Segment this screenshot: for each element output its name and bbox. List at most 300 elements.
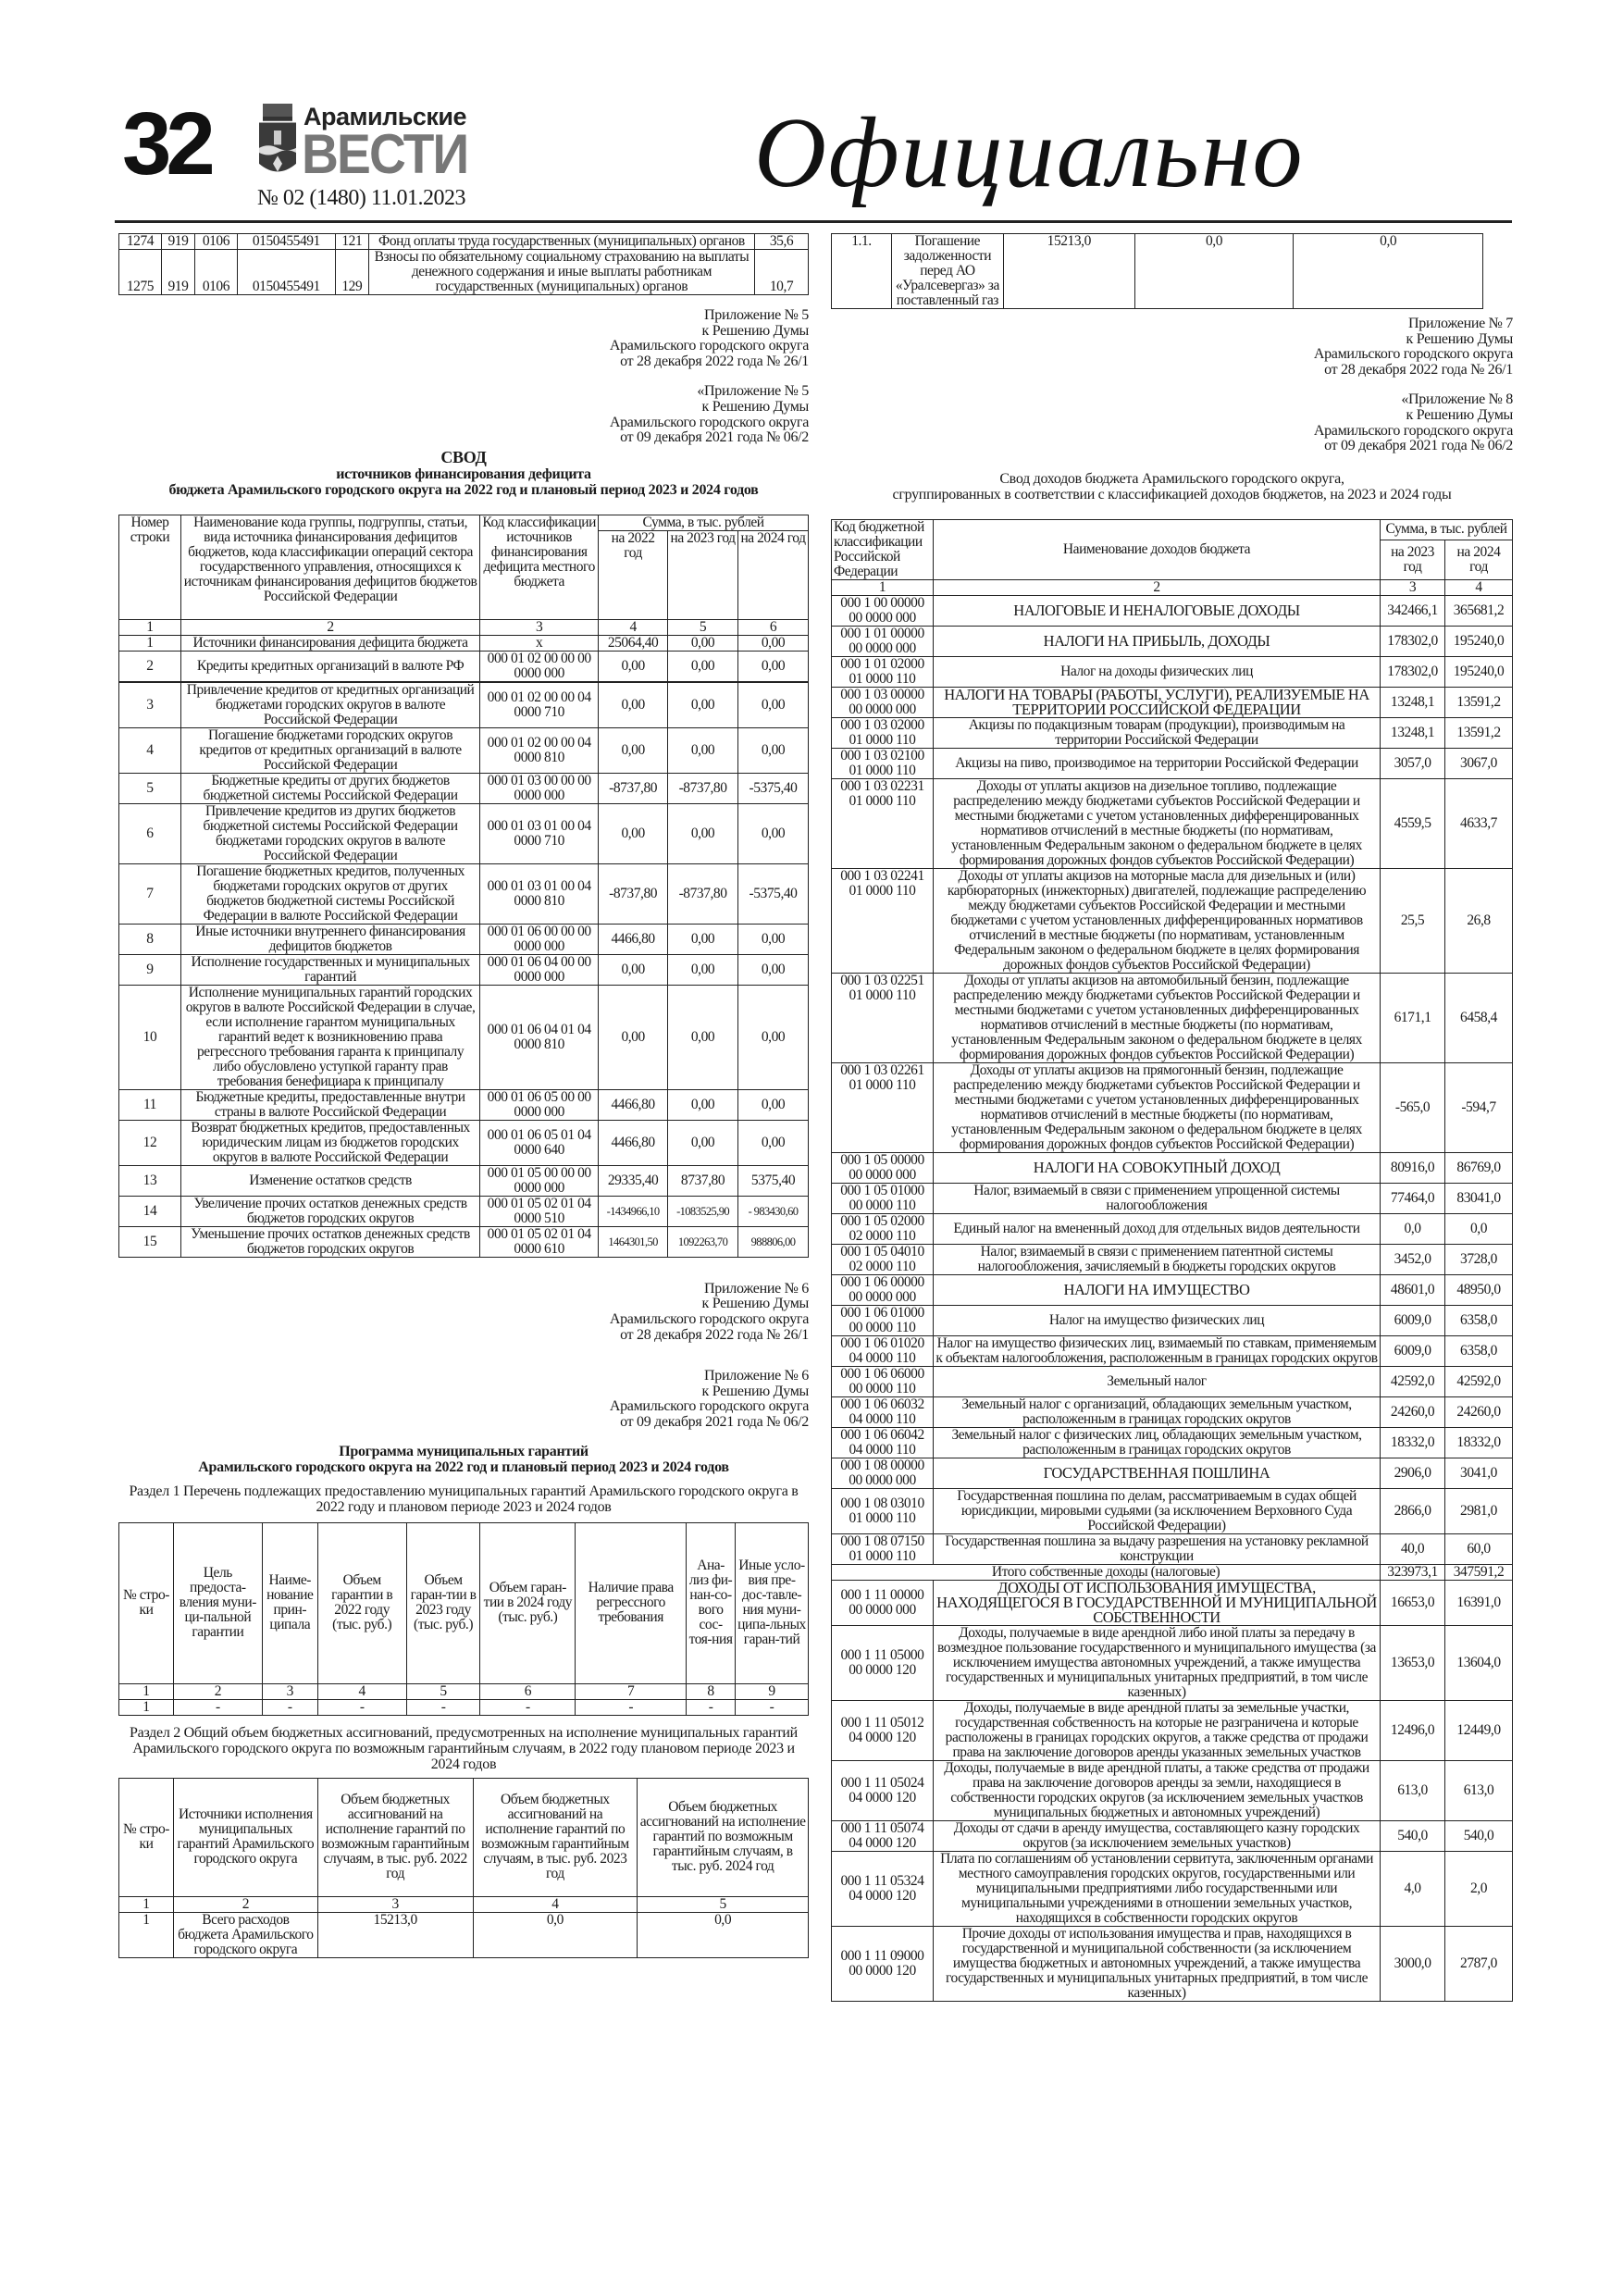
table-row bbox=[119, 1683, 809, 1699]
amount-2022: 0,00 bbox=[599, 727, 668, 773]
appendix-5-old-reference bbox=[118, 384, 809, 445]
amount-2024: 0,00 bbox=[738, 924, 809, 954]
income-name: Налог на имущество физических лиц bbox=[933, 1305, 1380, 1335]
deficit-title-block bbox=[118, 448, 809, 498]
table-row bbox=[119, 803, 809, 863]
income-name: Доходы от уплаты акцизов на автомобильный бензин, подлежащие распределению между бюджетами субъектов Российской Федерации и местными бюджетами с учетом установленных дифференцированных нормативов отчислений в местные бюджеты (по нормативам, установленным Федеральным законом о федеральном бюджете в целях формирования дорожных фондов субъектов Российской Федерации) bbox=[933, 973, 1380, 1062]
table-row bbox=[119, 1778, 809, 1896]
budget-code: 000 1 06 01000 00 0000 110 bbox=[832, 1305, 934, 1335]
classification-code: 000 01 02 00 00 04 0000 810 bbox=[480, 727, 599, 773]
table-row bbox=[832, 234, 1483, 309]
table-cell: 15213,0 bbox=[317, 1912, 473, 1957]
amount-2024: 3041,0 bbox=[1445, 1458, 1513, 1488]
row-number: 8 bbox=[119, 924, 181, 954]
appendix-line: «Приложение № 8 bbox=[1401, 391, 1513, 408]
table-row bbox=[119, 1089, 809, 1120]
amount-2024: 2981,0 bbox=[1445, 1488, 1513, 1533]
col-header-name: Наименование доходов бюджета bbox=[933, 519, 1380, 579]
amount-2024: 86769,0 bbox=[1445, 1152, 1513, 1183]
section-title: Официально bbox=[754, 98, 1305, 208]
appendix-line: Арамильского городского округа bbox=[609, 414, 809, 430]
income-table bbox=[831, 519, 1513, 2002]
amount-2024: -5375,40 bbox=[738, 773, 809, 803]
row-number: 1 bbox=[119, 635, 181, 651]
amount-2022: 29335,40 bbox=[599, 1165, 668, 1196]
amount-2024: 5375,40 bbox=[738, 1165, 809, 1196]
table-cell: 1.1. bbox=[832, 234, 892, 309]
table-cell: - bbox=[576, 1699, 687, 1715]
page-number: 32 bbox=[122, 94, 210, 193]
newspaper-name-top: Арамильские bbox=[304, 103, 466, 130]
target-code: 0150455491 bbox=[237, 234, 335, 250]
column-number: 2 bbox=[173, 1683, 262, 1699]
col-header: Объем бюджетных ассигнований на исполнение гарантий по возможным гарантийным случаям, в тыс. руб. 2023 год bbox=[473, 1778, 638, 1896]
income-name: Налог на имущество физических лиц, взимаемый по ставкам, применяемым к объектам налогообложения, расположенным в границах городских округов bbox=[933, 1335, 1380, 1366]
expense-type: 121 bbox=[335, 234, 368, 250]
issue-info: № 02 (1480) 11.01.2023 bbox=[257, 186, 465, 210]
income-name: Налог, взимаемый в связи с применением упрощенной системы налогообложения bbox=[933, 1183, 1380, 1213]
table-cell: 0,0 bbox=[473, 1912, 638, 1957]
amount-2023: 77464,0 bbox=[1381, 1183, 1445, 1213]
column-number: 1 bbox=[119, 619, 181, 635]
amount-2023: 40,0 bbox=[1381, 1533, 1445, 1564]
guarantees-title: Программа муниципальных гарантий bbox=[339, 1443, 588, 1459]
budget-code: 000 1 00 00000 00 0000 000 bbox=[832, 595, 934, 626]
income-name: Плата по соглашениям об установлении сервитута, заключенным органами местного самоуправления городских округов, государственными или муниципальными предприятиями либо государственными или муниципальными учреждениями в отношении земельных участков, находящихся в собственности городских округов bbox=[933, 1851, 1380, 1926]
appendix-6-old-reference bbox=[118, 1369, 809, 1430]
classification-code: 000 01 03 01 00 04 0000 710 bbox=[480, 803, 599, 863]
table-row bbox=[832, 1580, 1513, 1625]
budget-code: 000 1 08 03010 01 0000 110 bbox=[832, 1488, 934, 1533]
amount-2024: 0,00 bbox=[738, 954, 809, 985]
table-row bbox=[832, 1625, 1513, 1700]
amount-2023: 6009,0 bbox=[1381, 1335, 1445, 1366]
column-number: 5 bbox=[638, 1896, 809, 1912]
table-row bbox=[832, 1366, 1513, 1396]
budget-code: 000 1 06 06000 00 0000 110 bbox=[832, 1366, 934, 1396]
amount-2024: 0,00 bbox=[738, 985, 809, 1089]
income-name: НАЛОГИ НА ИМУЩЕСТВО bbox=[933, 1274, 1380, 1305]
income-name: Государственная пошлина по делам, рассматриваемым в судах общей юрисдикции, мировыми судьями (за исключением Верховного Суда Российской Федерации) bbox=[933, 1488, 1380, 1533]
income-title: Свод доходов бюджета Арамильского городского округа, bbox=[999, 470, 1344, 487]
appendix-line: Арамильского городского округа bbox=[1313, 422, 1513, 439]
classification-code: 000 01 03 01 00 04 0000 810 bbox=[480, 863, 599, 924]
amount-2024: 24260,0 bbox=[1445, 1396, 1513, 1427]
amount-2023: 0,00 bbox=[668, 1089, 738, 1120]
column-number: 6 bbox=[480, 1683, 576, 1699]
row-number: 13 bbox=[119, 1165, 181, 1196]
column-number: 3 bbox=[317, 1896, 473, 1912]
col-header: № стро-ки bbox=[119, 1778, 174, 1896]
col-header-code: Код классификации источников финансирования дефицита местного бюджета bbox=[480, 515, 599, 619]
amount-2023: 25,5 bbox=[1381, 868, 1445, 973]
appendix-line: к Решению Думы bbox=[701, 1296, 809, 1312]
column-number: 2 bbox=[173, 1896, 317, 1912]
table-row bbox=[832, 1488, 1513, 1533]
col-header-name: Наименование кода группы, подгруппы, статьи, вида источника финансирования дефицитов бюджетов, кода классификации операций сектора государственного управления, относящихся к источникам финансирования дефицитов бюджетов Российской Федерации bbox=[180, 515, 479, 619]
amount-2022: 25064,40 bbox=[599, 635, 668, 651]
ministry-code: 919 bbox=[161, 234, 194, 250]
amount-2024: 12449,0 bbox=[1445, 1700, 1513, 1760]
budget-code: 000 1 11 09000 00 0000 120 bbox=[832, 1926, 934, 2001]
table-row bbox=[832, 1062, 1513, 1152]
source-name: Погашение бюджетных кредитов, полученных бюджетами городских округов от других бюджетов бюджетной системы Российской Федерации в валюте Российской Федерации bbox=[180, 863, 479, 924]
table-row bbox=[832, 778, 1513, 868]
appendix-5-new-reference bbox=[118, 308, 809, 369]
table-row bbox=[832, 717, 1513, 748]
column-number: 8 bbox=[687, 1683, 736, 1699]
table-row bbox=[832, 1213, 1513, 1244]
amount-2024: 42592,0 bbox=[1445, 1366, 1513, 1396]
source-name: Кредиты кредитных организаций в валюте РФ bbox=[180, 651, 479, 682]
col-header-2023: на 2023 год bbox=[668, 530, 738, 619]
table-cell: 0,0 bbox=[638, 1912, 809, 1957]
table-row bbox=[832, 656, 1513, 687]
appendix-line: «Приложение № 5 bbox=[697, 383, 809, 400]
income-name: НАЛОГИ НА ТОВАРЫ (РАБОТЫ, УСЛУГИ), РЕАЛИЗУЕМЫЕ НА ТЕРРИТОРИИ РОССИЙСКОЙ ФЕДЕРАЦИИ bbox=[933, 687, 1380, 717]
column-number: 3 bbox=[262, 1683, 317, 1699]
col-header-2024: на 2024 год bbox=[738, 530, 809, 619]
amount-2024: 2787,0 bbox=[1445, 1926, 1513, 2001]
row-number: 10 bbox=[119, 985, 181, 1089]
classification-code: 000 01 05 00 00 00 0000 000 bbox=[480, 1165, 599, 1196]
col-header: Наиме-нование прин-ципала bbox=[262, 1522, 317, 1683]
amount-2024: 365681,2 bbox=[1445, 595, 1513, 626]
amount-2024: 195240,0 bbox=[1445, 626, 1513, 656]
income-name: Акцизы на пиво, производимое на территории Российской Федерации bbox=[933, 748, 1380, 778]
column-number: 6 bbox=[738, 619, 809, 635]
amount-2024: 83041,0 bbox=[1445, 1183, 1513, 1213]
table-row bbox=[832, 1152, 1513, 1183]
amount-2022: -8737,80 bbox=[599, 773, 668, 803]
row-number: 1275 bbox=[119, 250, 162, 295]
classification-code: 000 01 06 05 00 00 0000 000 bbox=[480, 1089, 599, 1120]
row-number: 6 bbox=[119, 803, 181, 863]
source-name: Иные источники внутреннего финансирования дефицитов бюджетов bbox=[180, 924, 479, 954]
budget-code: 000 1 03 02251 01 0000 110 bbox=[832, 973, 934, 1062]
budget-code: 000 1 01 00000 00 0000 000 bbox=[832, 626, 934, 656]
budget-code: 000 1 11 05000 00 0000 120 bbox=[832, 1625, 934, 1700]
classification-code: 000 01 06 05 01 04 0000 640 bbox=[480, 1120, 599, 1165]
amount-2023: 0,00 bbox=[668, 954, 738, 985]
table-row bbox=[832, 1396, 1513, 1427]
column-number: 5 bbox=[406, 1683, 480, 1699]
income-name: ДОХОДЫ ОТ ИСПОЛЬЗОВАНИЯ ИМУЩЕСТВА, НАХОДЯЩЕГОСЯ В ГОСУДАРСТВЕННОЙ И МУНИЦИПАЛЬНОЙ СОБСТВЕННОСТИ bbox=[933, 1580, 1380, 1625]
table-cell: - bbox=[736, 1699, 809, 1715]
amount-2023: 6009,0 bbox=[1381, 1305, 1445, 1335]
table-row bbox=[119, 635, 809, 651]
budget-code: 000 1 05 04010 02 0000 110 bbox=[832, 1244, 934, 1274]
amount-2023: 3057,0 bbox=[1381, 748, 1445, 778]
amount-2024: 4633,7 bbox=[1445, 778, 1513, 868]
table-row bbox=[832, 1335, 1513, 1366]
row-number: 4 bbox=[119, 727, 181, 773]
section-1-caption: Раздел 1 Перечень подлежащих предоставлению муниципальных гарантий Арамильского городского округа в 2022 году и плановом периоде 2023 и 2024 годов bbox=[129, 1483, 799, 1515]
budget-code: 000 1 11 05324 04 0000 120 bbox=[832, 1851, 934, 1926]
target-code: 0150455491 bbox=[237, 250, 335, 295]
source-name: Возврат бюджетных кредитов, предоставленных юридическим лицам из бюджетов городских округов в валюте Российской Федерации bbox=[180, 1120, 479, 1165]
amount-2023: 80916,0 bbox=[1381, 1152, 1445, 1183]
classification-code: 000 01 03 00 00 00 0000 000 bbox=[480, 773, 599, 803]
budget-code: 000 1 06 00000 00 0000 000 bbox=[832, 1274, 934, 1305]
table-row bbox=[832, 1427, 1513, 1458]
amount-2023: -8737,80 bbox=[668, 863, 738, 924]
col-header: Наличие права регрессного требования bbox=[576, 1522, 687, 1683]
amount-2024: 6358,0 bbox=[1445, 1335, 1513, 1366]
amount-2024: -594,7 bbox=[1445, 1062, 1513, 1152]
amount-2023: 18332,0 bbox=[1381, 1427, 1445, 1458]
appendix-line: Арамильского городского округа bbox=[609, 338, 809, 354]
budget-code: 000 1 11 05024 04 0000 120 bbox=[832, 1760, 934, 1820]
table-cell: 1 bbox=[119, 1699, 174, 1715]
amount-2023: 13248,1 bbox=[1381, 717, 1445, 748]
table-row bbox=[832, 1926, 1513, 2001]
amount-2022: 0,00 bbox=[599, 682, 668, 728]
appendix-line: Приложение № 7 bbox=[1408, 316, 1513, 331]
table-row bbox=[119, 1120, 809, 1165]
income-title-block bbox=[831, 471, 1513, 503]
amount-2022: 0,00 bbox=[599, 985, 668, 1089]
table-row bbox=[119, 250, 809, 295]
row-number: 7 bbox=[119, 863, 181, 924]
appendix-line: от 09 декабря 2021 года № 06/2 bbox=[1324, 438, 1513, 454]
col-header: Объем бюджетных ассигнований на исполнение гарантий по возможным гарантийным случаям, в тыс. руб. 2024 год bbox=[638, 1778, 809, 1896]
amount-2023: 0,00 bbox=[668, 803, 738, 863]
amount-2023: 0,00 bbox=[668, 727, 738, 773]
income-name: Земельный налог bbox=[933, 1366, 1380, 1396]
source-name: Исполнение государственных и муниципальных гарантий bbox=[180, 954, 479, 985]
source-name: Бюджетные кредиты, предоставленные внутри страны в валюте Российской Федерации bbox=[180, 1089, 479, 1120]
budget-expense-fragment-table bbox=[118, 233, 809, 295]
col-header: Цель предоста-вления муни-ци-пальной гарантии bbox=[173, 1522, 262, 1683]
amount-2023: 540,0 bbox=[1381, 1820, 1445, 1851]
appendix-line: от 09 декабря 2021 года № 06/2 bbox=[620, 1413, 809, 1430]
amount-2024: - 983430,60 bbox=[738, 1196, 809, 1226]
amount-2024: 0,00 bbox=[738, 651, 809, 682]
classification-code: 000 01 06 04 01 04 0000 810 bbox=[480, 985, 599, 1089]
amount-2024: 988806,00 bbox=[738, 1226, 809, 1257]
col-header-number: Номер строки bbox=[119, 515, 181, 619]
amount-2023: 6171,1 bbox=[1381, 973, 1445, 1062]
item-name: Фонд оплаты труда государственных (муниципальных) органов bbox=[368, 234, 754, 250]
income-name: Земельный налог с организаций, обладающих земельным участком, расположенным в границах городских округов bbox=[933, 1396, 1380, 1427]
amount-2023: 12496,0 bbox=[1381, 1700, 1445, 1760]
amount-2022: 0,00 bbox=[599, 803, 668, 863]
appendix-line: Арамильского городского округа bbox=[609, 1310, 809, 1327]
col-header: Объем гаран-тии в 2023 году (тыс. руб.) bbox=[406, 1522, 480, 1683]
budget-code: 000 1 06 06042 04 0000 110 bbox=[832, 1427, 934, 1458]
amount-2024: 0,00 bbox=[738, 1089, 809, 1120]
budget-code: 000 1 08 00000 00 0000 000 bbox=[832, 1458, 934, 1488]
table-row bbox=[119, 727, 809, 773]
column-number: 4 bbox=[1445, 579, 1513, 595]
amount-2023: 42592,0 bbox=[1381, 1366, 1445, 1396]
budget-code: 000 1 06 01020 04 0000 110 bbox=[832, 1335, 934, 1366]
column-number: 5 bbox=[668, 619, 738, 635]
income-name: Доходы от сдачи в аренду имущества, составляющего казну городских округов (за исключением земельных участков) bbox=[933, 1820, 1380, 1851]
amount-2024: 540,0 bbox=[1445, 1820, 1513, 1851]
table-row bbox=[832, 1820, 1513, 1851]
table-cell: - bbox=[262, 1699, 317, 1715]
classification-code: 000 01 05 02 01 04 0000 510 bbox=[480, 1196, 599, 1226]
budget-code: 000 1 03 00000 00 0000 000 bbox=[832, 687, 934, 717]
deficit-subtitle: бюджета Арамильского городского округа на 2022 год и плановый период 2023 и 2024 годов bbox=[168, 481, 759, 498]
table-row bbox=[832, 1244, 1513, 1274]
row-number: 5 bbox=[119, 773, 181, 803]
income-name: Единый налог на вмененный доход для отдельных видов деятельности bbox=[933, 1213, 1380, 1244]
amount-2023: 3000,0 bbox=[1381, 1926, 1445, 2001]
table-row bbox=[832, 1700, 1513, 1760]
appendix-7-reference bbox=[831, 316, 1513, 378]
section-2-caption: Раздел 2 Общий объем бюджетных ассигнований, предусмотренных на исполнение муниципальных гарантий Арамильского городского округа по возможным гарантийным случаям, в 2022 году плановом периоде 2023 и 2024 годов bbox=[130, 1724, 798, 1772]
col-header-2024: на 2024 год bbox=[1445, 540, 1513, 579]
amount-2022: 0,00 bbox=[599, 954, 668, 985]
column-number: 3 bbox=[1381, 579, 1445, 595]
table-cell: - bbox=[480, 1699, 576, 1715]
deficit-sources-table bbox=[118, 515, 809, 1258]
source-name: Увеличение прочих остатков денежных средств бюджетов городских округов bbox=[180, 1196, 479, 1226]
expense-type: 129 bbox=[335, 250, 368, 295]
table-row bbox=[119, 1699, 809, 1715]
table-row bbox=[832, 595, 1513, 626]
amount-2022: -8737,80 bbox=[599, 863, 668, 924]
amount-2023: -1083525,90 bbox=[668, 1196, 738, 1226]
budget-code: 000 1 06 06032 04 0000 110 bbox=[832, 1396, 934, 1427]
classification-code: 000 01 06 00 00 00 0000 000 bbox=[480, 924, 599, 954]
source-name: Изменение остатков средств bbox=[180, 1165, 479, 1196]
source-name: Уменьшение прочих остатков денежных средств бюджетов городских округов bbox=[180, 1226, 479, 1257]
amount-2023: 0,00 bbox=[668, 924, 738, 954]
appendix-6-new-reference bbox=[118, 1282, 809, 1343]
table-row bbox=[119, 1165, 809, 1196]
table-row bbox=[832, 748, 1513, 778]
section-code: 0106 bbox=[194, 234, 237, 250]
guarantees-allocations-table bbox=[118, 1778, 809, 1958]
appendix-line: Арамильского городского округа bbox=[1313, 346, 1513, 363]
column-number: 7 bbox=[576, 1683, 687, 1699]
col-header-code: Код бюджетной классификации Российской Федерации bbox=[832, 519, 934, 579]
column-number: 1 bbox=[119, 1683, 174, 1699]
amount-2024: 2,0 bbox=[1445, 1851, 1513, 1926]
column-number: 9 bbox=[736, 1683, 809, 1699]
income-name: ГОСУДАРСТВЕННАЯ ПОШЛИНА bbox=[933, 1458, 1380, 1488]
source-name: Привлечение кредитов из других бюджетов бюджетной системы Российской Федерации бюджетами городских округов в валюте Российской Федерации bbox=[180, 803, 479, 863]
table-cell: 0,0 bbox=[1134, 234, 1294, 309]
amount-2024: 13591,2 bbox=[1445, 717, 1513, 748]
col-header-2023: на 2023 год bbox=[1381, 540, 1445, 579]
income-name: Акцизы по подакцизным товарам (продукции), производимым на территории Российской Федерации bbox=[933, 717, 1380, 748]
table-cell: 15213,0 bbox=[1003, 234, 1134, 309]
appendix-line: Приложение № 5 bbox=[704, 307, 809, 323]
budget-code: 000 1 11 00000 00 0000 000 bbox=[832, 1580, 934, 1625]
income-name: Налог, взимаемый в связи с применением патентной системы налогообложения, зачисляемый в бюджеты городских округов bbox=[933, 1244, 1380, 1274]
table-row bbox=[832, 1851, 1513, 1926]
amount-2023: 13653,0 bbox=[1381, 1625, 1445, 1700]
amount-2023: 4,0 bbox=[1381, 1851, 1445, 1926]
income-name: Доходы, получаемые в виде арендной платы, а также средства от продажи права на заключение договоров аренды за земли, находящиеся в собственности городских округов (за исключением земельных участков муниципальных бюджетных и автономных учреждений) bbox=[933, 1760, 1380, 1820]
column-number: 2 bbox=[180, 619, 479, 635]
column-number: 4 bbox=[473, 1896, 638, 1912]
amount-2024: 18332,0 bbox=[1445, 1427, 1513, 1458]
row-number: 12 bbox=[119, 1120, 181, 1165]
amount-2024: 13591,2 bbox=[1445, 687, 1513, 717]
budget-code: 000 1 03 02231 01 0000 110 bbox=[832, 778, 934, 868]
appendix-line: к Решению Думы bbox=[701, 398, 809, 415]
appendix-line: от 28 декабря 2022 года № 26/1 bbox=[1324, 361, 1513, 378]
table-row bbox=[119, 619, 809, 635]
amount-2023: 0,00 bbox=[668, 651, 738, 682]
appendix-line: к Решению Думы bbox=[1406, 406, 1513, 423]
table-row bbox=[832, 626, 1513, 656]
amount-2024: 613,0 bbox=[1445, 1760, 1513, 1820]
income-name: НАЛОГИ НА СОВОКУПНЫЙ ДОХОД bbox=[933, 1152, 1380, 1183]
amount-2022: 4466,80 bbox=[599, 1120, 668, 1165]
table-cell: - bbox=[687, 1699, 736, 1715]
item-name: Взносы по обязательному социальному страхованию на выплаты денежного содержания и иные выплаты работникам государственных (муниципальных) органов bbox=[368, 250, 754, 295]
amount-2023: -8737,80 bbox=[668, 773, 738, 803]
column-number: 3 bbox=[480, 619, 599, 635]
col-header: № стро-ки bbox=[119, 1522, 174, 1683]
deficit-subtitle: источников финансирования дефицита bbox=[336, 465, 591, 482]
col-header: Объем бюджетных ассигнований на исполнение гарантий по возможным гарантийным случаям, в тыс. руб. 2022 год bbox=[317, 1778, 473, 1896]
amount: 35,6 bbox=[755, 234, 809, 250]
amount-2022: 4466,80 bbox=[599, 924, 668, 954]
amount-2023: 2866,0 bbox=[1381, 1488, 1445, 1533]
table-row bbox=[832, 579, 1513, 595]
table-row bbox=[832, 687, 1513, 717]
amount-2024: 195240,0 bbox=[1445, 656, 1513, 687]
amount-2024: 26,8 bbox=[1445, 868, 1513, 973]
table-row bbox=[832, 1183, 1513, 1213]
table-row bbox=[119, 1226, 809, 1257]
table-row bbox=[119, 1896, 809, 1912]
col-header: Иные усло-вия пре-дос-тавле-ния муни-ципа-льных гаран-тий bbox=[736, 1522, 809, 1683]
appendix-line: от 28 декабря 2022 года № 26/1 bbox=[620, 353, 809, 369]
appendix-line: Приложение № 6 bbox=[704, 1280, 809, 1297]
income-name: Доходы от уплаты акцизов на дизельное топливо, подлежащие распределению между бюджетами субъектов Российской Федерации и местными бюджетами с учетом установленных дифференцированных нормативов отчислений в местные бюджеты (по нормативам, установленным Федеральным законом о федеральном бюджете в целях формирования дорожных фондов субъектов Российской Федерации) bbox=[933, 778, 1380, 868]
amount-2024: 13604,0 bbox=[1445, 1625, 1513, 1700]
source-name: Бюджетные кредиты от других бюджетов бюджетной системы Российской Федерации bbox=[180, 773, 479, 803]
row-number: 3 bbox=[119, 682, 181, 728]
budget-code: 000 1 03 02261 01 0000 110 bbox=[832, 1062, 934, 1152]
column-number: 4 bbox=[317, 1683, 406, 1699]
amount-2024: 6358,0 bbox=[1445, 1305, 1513, 1335]
table-cell: 1 bbox=[119, 1912, 174, 1957]
income-name: Доходы, получаемые в виде арендной платы за земельные участки, государственная собственность на которые не разграничена и которые расположены в границах городских округов, а также средства от продажи права на заключение договоров аренды указанных земельных участков bbox=[933, 1700, 1380, 1760]
table-cell: - bbox=[406, 1699, 480, 1715]
source-name: Погашение бюджетами городских округов кредитов от кредитных организаций в валюте Российской Федерации bbox=[180, 727, 479, 773]
col-header-2022: на 2022 год bbox=[599, 530, 668, 619]
guarantees-list-table bbox=[118, 1522, 809, 1716]
income-name: НАЛОГИ НА ПРИБЫЛЬ, ДОХОДЫ bbox=[933, 626, 1380, 656]
income-name: Земельный налог с физических лиц, обладающих земельным участком, расположенным в границах городских округов bbox=[933, 1427, 1380, 1458]
amount-2022: -1434966,10 bbox=[599, 1196, 668, 1226]
total-label: Итого собственные доходы (налоговые) bbox=[832, 1564, 1381, 1580]
classification-code: 000 01 02 00 00 00 0000 000 bbox=[480, 651, 599, 682]
income-name: Государственная пошлина за выдачу разрешения на установку рекламной конструкции bbox=[933, 1533, 1380, 1564]
col-header: Объем гарантии в 2022 году (тыс. руб.) bbox=[317, 1522, 406, 1683]
row-number: 15 bbox=[119, 1226, 181, 1257]
guarantees-subtitle: Арамильского городского округа на 2022 год и плановый период 2023 и 2024 годов bbox=[198, 1458, 729, 1475]
classification-code: 000 01 05 02 01 04 0000 610 bbox=[480, 1226, 599, 1257]
table-row bbox=[119, 1522, 809, 1683]
amount-2023: 3452,0 bbox=[1381, 1244, 1445, 1274]
table-row bbox=[832, 1274, 1513, 1305]
header-divider bbox=[115, 220, 1512, 223]
table-cell: 0,0 bbox=[1294, 234, 1483, 309]
amount-2024: 0,00 bbox=[738, 727, 809, 773]
col-header-sum: Сумма, в тыс. рублей bbox=[1381, 519, 1513, 540]
